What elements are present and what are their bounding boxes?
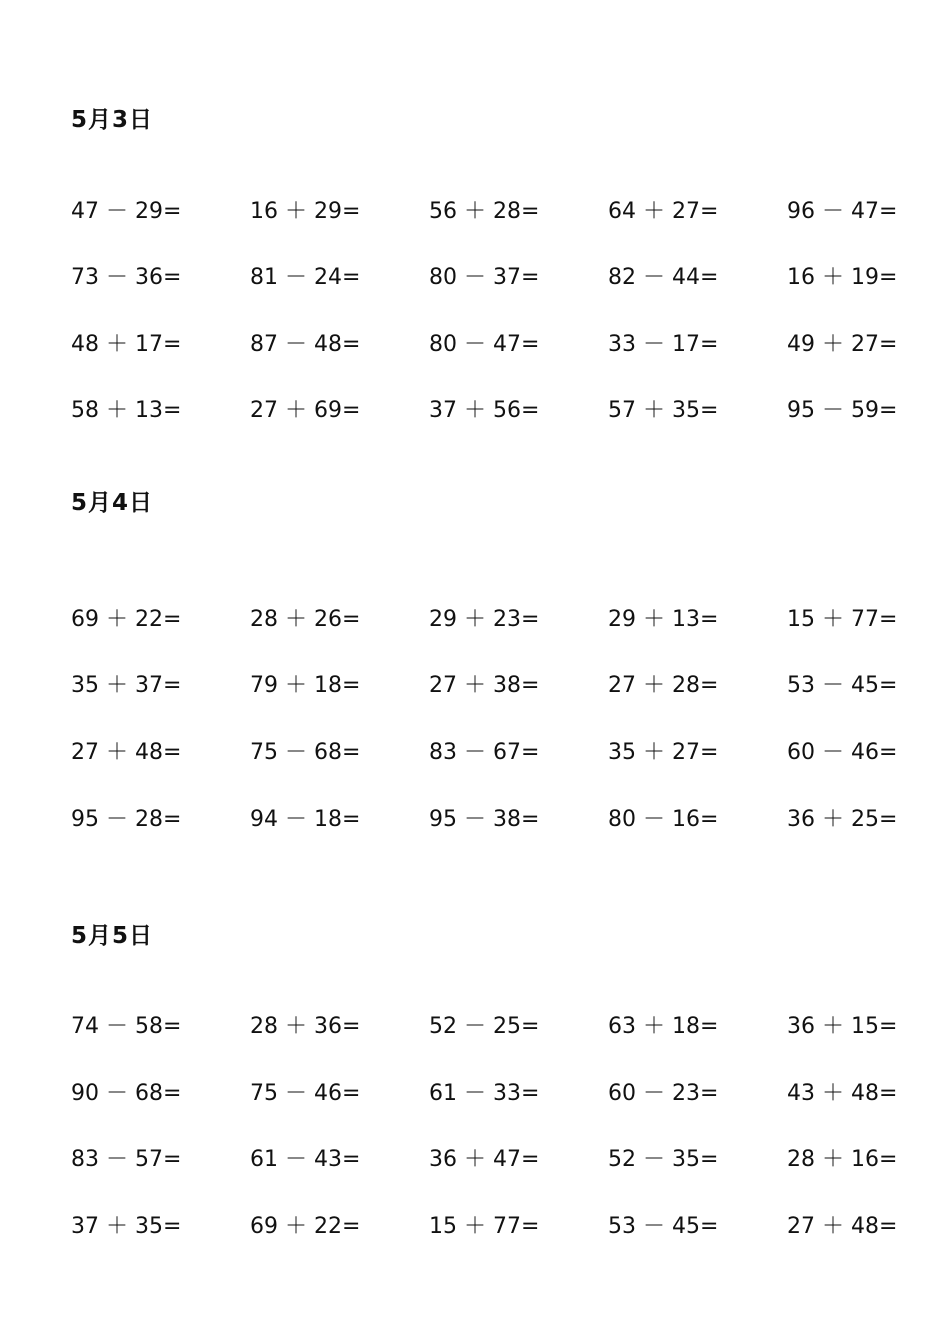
math-problem: 27 ＋ 28=: [608, 673, 719, 698]
math-problem: 95 － 59=: [787, 398, 898, 423]
math-problem: 75 － 46=: [250, 1081, 361, 1106]
math-problem: 27 ＋ 38=: [429, 673, 540, 698]
math-problem: 81 － 24=: [250, 265, 361, 290]
math-problem: 58 ＋ 13=: [71, 398, 182, 423]
math-problem: 29 ＋ 23=: [429, 607, 540, 632]
math-problem: 73 － 36=: [71, 265, 182, 290]
date-heading: 5月3日: [71, 107, 154, 133]
math-problem: 60 － 46=: [787, 740, 898, 765]
problem-row: [0, 671, 950, 701]
math-problem: 16 ＋ 19=: [787, 265, 898, 290]
math-problem: 28 ＋ 16=: [787, 1147, 898, 1172]
math-problem: 15 ＋ 77=: [787, 607, 898, 632]
math-problem: 94 － 18=: [250, 807, 361, 832]
math-problem: 27 ＋ 48=: [787, 1214, 898, 1239]
math-problem: 74 － 58=: [71, 1014, 182, 1039]
problem-row: [0, 197, 950, 227]
math-problem: 37 ＋ 35=: [71, 1214, 182, 1239]
math-problem: 33 － 17=: [608, 332, 719, 357]
problem-row: [0, 396, 950, 426]
math-problem: 80 － 47=: [429, 332, 540, 357]
math-problem: 47 － 29=: [71, 199, 182, 224]
math-problem: 90 － 68=: [71, 1081, 182, 1106]
math-problem: 57 ＋ 35=: [608, 398, 719, 423]
date-heading: 5月5日: [71, 923, 154, 949]
math-problem: 61 － 43=: [250, 1147, 361, 1172]
math-problem: 28 ＋ 26=: [250, 607, 361, 632]
math-problem: 16 ＋ 29=: [250, 199, 361, 224]
math-problem: 95 － 28=: [71, 807, 182, 832]
math-problem: 63 ＋ 18=: [608, 1014, 719, 1039]
problem-row: [0, 263, 950, 293]
math-problem: 28 ＋ 36=: [250, 1014, 361, 1039]
math-problem: 43 ＋ 48=: [787, 1081, 898, 1106]
math-problem: 49 ＋ 27=: [787, 332, 898, 357]
problem-row: [0, 1212, 950, 1242]
math-problem: 56 ＋ 28=: [429, 199, 540, 224]
math-problem: 53 － 45=: [608, 1214, 719, 1239]
math-problem: 83 － 67=: [429, 740, 540, 765]
math-problem: 53 － 45=: [787, 673, 898, 698]
math-problem: 83 － 57=: [71, 1147, 182, 1172]
math-problem: 96 － 47=: [787, 199, 898, 224]
math-problem: 60 － 23=: [608, 1081, 719, 1106]
math-problem: 35 ＋ 27=: [608, 740, 719, 765]
problem-row: [0, 1145, 950, 1175]
math-problem: 75 － 68=: [250, 740, 361, 765]
math-problem: 29 ＋ 13=: [608, 607, 719, 632]
math-problem: 80 － 37=: [429, 265, 540, 290]
problem-row: [0, 1079, 950, 1109]
problem-row: [0, 805, 950, 835]
math-problem: 35 ＋ 37=: [71, 673, 182, 698]
math-problem: 64 ＋ 27=: [608, 199, 719, 224]
math-problem: 37 ＋ 56=: [429, 398, 540, 423]
math-problem: 79 ＋ 18=: [250, 673, 361, 698]
math-problem: 27 ＋ 48=: [71, 740, 182, 765]
math-problem: 36 ＋ 15=: [787, 1014, 898, 1039]
math-problem: 95 － 38=: [429, 807, 540, 832]
math-problem: 69 ＋ 22=: [250, 1214, 361, 1239]
math-problem: 69 ＋ 22=: [71, 607, 182, 632]
problem-row: [0, 1012, 950, 1042]
math-problem: 48 ＋ 17=: [71, 332, 182, 357]
math-problem: 61 － 33=: [429, 1081, 540, 1106]
math-problem: 52 － 25=: [429, 1014, 540, 1039]
math-problem: 15 ＋ 77=: [429, 1214, 540, 1239]
math-problem: 36 ＋ 25=: [787, 807, 898, 832]
problem-row: [0, 330, 950, 360]
math-problem: 27 ＋ 69=: [250, 398, 361, 423]
problem-row: [0, 738, 950, 768]
math-problem: 80 － 16=: [608, 807, 719, 832]
math-problem: 52 － 35=: [608, 1147, 719, 1172]
date-heading: 5月4日: [71, 490, 154, 516]
math-problem: 82 － 44=: [608, 265, 719, 290]
math-problem: 87 － 48=: [250, 332, 361, 357]
math-problem: 36 ＋ 47=: [429, 1147, 540, 1172]
problem-row: [0, 605, 950, 635]
